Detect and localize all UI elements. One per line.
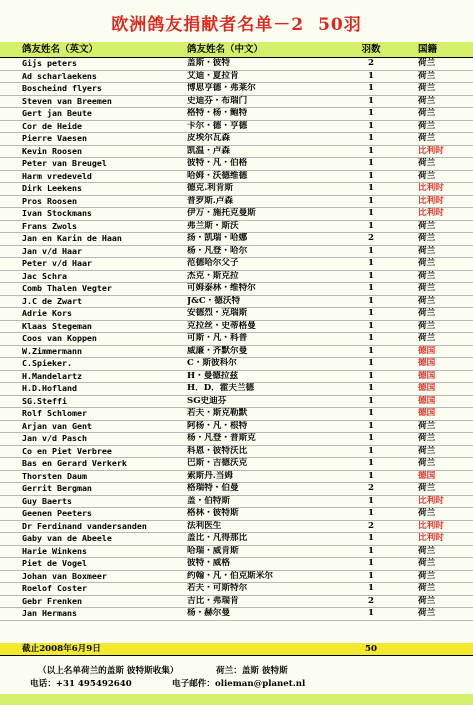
donor-english-name: Gijs peters bbox=[22, 58, 77, 68]
donor-country: 德国 bbox=[418, 358, 436, 368]
donor-chinese-name: H．D．霍夫兰德 bbox=[187, 383, 255, 393]
donor-count: 1 bbox=[368, 120, 374, 131]
donor-country: 荷兰 bbox=[418, 295, 436, 306]
table-row bbox=[0, 96, 473, 109]
donor-chinese-name: 哈姆・沃德维德 bbox=[187, 170, 248, 181]
donor-english-name: Jan v/d Pasch bbox=[22, 433, 87, 443]
donor-chinese-name: 索斯丹.当姆 bbox=[187, 470, 233, 481]
footer-email: 电子邮件：olieman@planet.nl bbox=[172, 679, 306, 689]
table-row bbox=[0, 171, 473, 184]
donor-count: 1 bbox=[368, 208, 374, 218]
donor-english-name: Thorsten Daum bbox=[22, 470, 87, 481]
table-row bbox=[0, 283, 473, 296]
donor-english-name: Jan v/d Haar bbox=[22, 245, 82, 256]
donor-chinese-name: 杨・赫尔曼 bbox=[187, 608, 230, 618]
donor-english-name: J.C de Zwart bbox=[22, 295, 82, 306]
footer-contact-name: 荷兰：盖斯 彼特斯 bbox=[216, 666, 288, 676]
table-row bbox=[0, 296, 473, 309]
donor-count: 1 bbox=[368, 533, 374, 543]
donor-chinese-name: 彼特・凡・伯格 bbox=[187, 158, 248, 168]
donor-country: 荷兰 bbox=[418, 258, 436, 268]
donor-chinese-name: 彼特・威格 bbox=[187, 558, 230, 568]
table-row bbox=[0, 458, 473, 471]
donor-country: 荷兰 bbox=[418, 570, 436, 581]
donor-english-name: Steven van Breemen bbox=[22, 95, 112, 106]
donor-country: 比利时 bbox=[418, 195, 444, 206]
table-row bbox=[0, 108, 473, 121]
donor-count: 1 bbox=[368, 383, 374, 393]
table-row bbox=[0, 383, 473, 396]
donor-count: 1 bbox=[368, 370, 374, 381]
donor-country: 比利时 bbox=[418, 145, 444, 156]
donor-count: 1 bbox=[368, 358, 374, 368]
donor-english-name: Piet de Vogel bbox=[22, 558, 87, 568]
donor-country: 荷兰 bbox=[418, 595, 436, 606]
donor-count: 2 bbox=[368, 58, 374, 68]
donor-count: 1 bbox=[368, 220, 374, 231]
donor-english-name: Bas en Gerard Verkerk bbox=[22, 458, 127, 468]
donor-count: 1 bbox=[368, 295, 374, 306]
donor-english-name: Klaas Stegeman bbox=[22, 320, 92, 331]
donor-count: 1 bbox=[368, 395, 374, 406]
table-row bbox=[0, 421, 473, 434]
table-row bbox=[0, 583, 473, 596]
donor-chinese-name: 约翰・凡・伯克斯米尔 bbox=[187, 570, 273, 581]
donor-english-name: Johan van Boxmeer bbox=[22, 570, 107, 581]
donor-english-name: C.Spieker. bbox=[22, 358, 72, 368]
donor-country: 荷兰 bbox=[418, 270, 436, 281]
donor-country: 德国 bbox=[418, 383, 436, 393]
total-row bbox=[0, 643, 473, 656]
table-row bbox=[0, 546, 473, 559]
donor-chinese-name: 科恩・彼特沃比 bbox=[187, 445, 248, 456]
donor-country: 荷兰 bbox=[418, 170, 436, 181]
donor-chinese-name: J&C・德沃特 bbox=[187, 295, 241, 306]
table-row bbox=[0, 196, 473, 209]
donor-chinese-name: 范德哈尔父子 bbox=[187, 258, 239, 268]
donor-english-name: Gerrit Bergman bbox=[22, 483, 92, 493]
donor-english-name: SG.Steffi bbox=[22, 395, 67, 406]
donor-country: 荷兰 bbox=[418, 458, 436, 468]
table-row bbox=[0, 333, 473, 346]
title-count: 50羽 bbox=[318, 15, 362, 35]
donor-english-name: H.D.Hofland bbox=[22, 383, 77, 393]
donor-count: 1 bbox=[368, 108, 374, 118]
donor-chinese-name: 普罗斯.卢森 bbox=[187, 195, 233, 206]
donor-chinese-name: C・斯彼科尔 bbox=[187, 358, 237, 368]
table-row bbox=[0, 558, 473, 571]
total-count: 50 bbox=[365, 644, 377, 654]
donor-count: 1 bbox=[368, 433, 374, 443]
table-row bbox=[0, 471, 473, 484]
donor-count: 1 bbox=[368, 345, 374, 356]
footer-collected-by: （以上名单荷兰的盖斯 彼特斯收集） bbox=[38, 666, 179, 676]
donor-country: 荷兰 bbox=[418, 445, 436, 456]
donor-chinese-name: 吉比・弗瑞肯 bbox=[187, 595, 239, 606]
table-row bbox=[0, 271, 473, 284]
donor-chinese-name: 可斯・凡・科普 bbox=[187, 333, 248, 343]
bottom-bar bbox=[0, 694, 473, 705]
donor-country: 荷兰 bbox=[418, 583, 436, 593]
donor-english-name: H.Mandelartz bbox=[22, 370, 82, 381]
donor-country: 荷兰 bbox=[418, 220, 436, 231]
donor-country: 荷兰 bbox=[418, 233, 436, 243]
donor-count: 1 bbox=[368, 283, 374, 293]
header-chinese-name: 鸽友姓名（中文） bbox=[187, 44, 264, 55]
table-row bbox=[0, 608, 473, 621]
footer-phone: 电话：+31 495492640 bbox=[30, 679, 132, 689]
donor-english-name: Geenen Peeters bbox=[22, 508, 92, 518]
donor-english-name: Gaby van de Abeele bbox=[22, 533, 112, 543]
donor-english-name: Cor de Heide bbox=[22, 120, 82, 131]
donor-chinese-name: 法利医生 bbox=[187, 520, 222, 531]
table-row bbox=[0, 121, 473, 134]
donor-count: 1 bbox=[368, 258, 374, 268]
table-row bbox=[0, 258, 473, 271]
table-row bbox=[0, 433, 473, 446]
donor-chinese-name: 杨・凡登・普斯克 bbox=[187, 433, 256, 443]
donor-chinese-name: 格瑞特・伯曼 bbox=[187, 483, 239, 493]
donor-chinese-name: SG史迪芬 bbox=[187, 395, 227, 406]
table-row bbox=[0, 183, 473, 196]
donor-english-name: Pierre Vaesen bbox=[22, 133, 87, 143]
table-row bbox=[0, 308, 473, 321]
donor-count: 1 bbox=[368, 70, 374, 81]
donor-country: 荷兰 bbox=[418, 95, 436, 106]
table-row bbox=[0, 446, 473, 459]
donor-count: 1 bbox=[368, 333, 374, 343]
donor-english-name: Co en Piet Verbree bbox=[22, 445, 112, 456]
donor-count: 2 bbox=[368, 233, 374, 243]
donor-country: 荷兰 bbox=[418, 58, 436, 68]
donor-country: 荷兰 bbox=[418, 83, 436, 93]
donor-english-name: Boscheind flyers bbox=[22, 83, 102, 93]
donor-count: 2 bbox=[368, 595, 374, 606]
donor-country: 比利时 bbox=[418, 520, 444, 531]
donor-english-name: Dirk Leekens bbox=[22, 183, 82, 193]
table-row bbox=[0, 533, 473, 546]
donor-english-name: Harie Winkens bbox=[22, 545, 87, 556]
donor-english-name: Ivan Stockmans bbox=[22, 208, 92, 218]
donor-count: 1 bbox=[368, 308, 374, 318]
table-row bbox=[0, 358, 473, 371]
donor-count: 2 bbox=[368, 520, 374, 531]
donor-chinese-name: 克拉丝・史蒂格曼 bbox=[187, 320, 256, 331]
donor-chinese-name: 凯温・卢森 bbox=[187, 145, 230, 156]
donor-english-name: Jan Hermans bbox=[22, 608, 77, 618]
donor-english-name: Rolf Schlomer bbox=[22, 408, 87, 418]
donor-country: 荷兰 bbox=[418, 320, 436, 331]
donor-english-name: Roelof Coster bbox=[22, 583, 87, 593]
donor-chinese-name: 格特・杨・鲍特 bbox=[187, 108, 248, 118]
donor-country: 荷兰 bbox=[418, 508, 436, 518]
donor-table-body bbox=[0, 58, 473, 621]
table-row bbox=[0, 396, 473, 409]
donor-chinese-name: 盖斯・彼特 bbox=[187, 58, 230, 68]
donor-english-name: Coos van Koppen bbox=[22, 333, 97, 343]
donor-count: 1 bbox=[368, 558, 374, 568]
donor-country: 荷兰 bbox=[418, 433, 436, 443]
donor-chinese-name: 伊万・施托克曼斯 bbox=[187, 208, 256, 218]
donor-chinese-name: 史迪芬・布瑞门 bbox=[187, 95, 248, 106]
donor-chinese-name: 弗兰斯・斯沃 bbox=[187, 220, 239, 231]
donor-count: 1 bbox=[368, 408, 374, 418]
donor-count: 1 bbox=[368, 320, 374, 331]
donor-chinese-name: 哈瑞・威肯斯 bbox=[187, 545, 239, 556]
donor-count: 1 bbox=[368, 183, 374, 193]
donor-country: 德国 bbox=[418, 395, 436, 406]
donor-chinese-name: 可姆泰林・维特尔 bbox=[187, 283, 256, 293]
donor-count: 2 bbox=[368, 483, 374, 493]
donor-country: 比利时 bbox=[418, 495, 444, 506]
table-row bbox=[0, 133, 473, 146]
table-row bbox=[0, 496, 473, 509]
donor-country: 荷兰 bbox=[418, 483, 436, 493]
donor-count: 1 bbox=[368, 458, 374, 468]
donor-country: 荷兰 bbox=[418, 108, 436, 118]
donor-country: 荷兰 bbox=[418, 545, 436, 556]
table-row bbox=[0, 71, 473, 84]
donor-country: 荷兰 bbox=[418, 120, 436, 131]
title-main: 欧洲鸽友捐献者名单－2 bbox=[111, 15, 305, 35]
donor-english-name: Jac Schra bbox=[22, 270, 67, 281]
donor-country: 比利时 bbox=[418, 183, 444, 193]
donor-count: 1 bbox=[368, 270, 374, 281]
table-row bbox=[0, 233, 473, 246]
donor-count: 1 bbox=[368, 245, 374, 256]
donor-chinese-name: 扬・凯瑞・哈娜 bbox=[187, 233, 248, 243]
table-row bbox=[0, 596, 473, 609]
donor-country: 比利时 bbox=[418, 208, 444, 218]
donor-english-name: Jan en Karin de Haan bbox=[22, 233, 122, 243]
donor-country: 荷兰 bbox=[418, 70, 436, 81]
table-row bbox=[0, 321, 473, 334]
total-label: 截止2008年6月9日 bbox=[22, 644, 101, 654]
donor-english-name: Ad scharlaekens bbox=[22, 70, 97, 81]
donor-chinese-name: 盖比・凡得那比 bbox=[187, 533, 248, 543]
donor-chinese-name: 皮埃尔瓦森 bbox=[187, 133, 230, 143]
donor-chinese-name: 德克.利肯斯 bbox=[187, 183, 233, 193]
donor-country: 荷兰 bbox=[418, 608, 436, 618]
donor-country: 荷兰 bbox=[418, 420, 436, 431]
table-row bbox=[0, 221, 473, 234]
donor-chinese-name: 若夫・斯克勒默 bbox=[187, 408, 248, 418]
donor-english-name: W.Zimmermann bbox=[22, 345, 82, 356]
donor-chinese-name: 盖・伯特斯 bbox=[187, 495, 230, 506]
donor-english-name: Gert jan Beute bbox=[22, 108, 92, 118]
donor-english-name: Adrie Kors bbox=[22, 308, 72, 318]
donor-country: 德国 bbox=[418, 345, 436, 356]
donor-count: 1 bbox=[368, 608, 374, 618]
donor-count: 1 bbox=[368, 158, 374, 168]
table-row bbox=[0, 83, 473, 96]
donor-country: 德国 bbox=[418, 408, 436, 418]
donor-count: 1 bbox=[368, 95, 374, 106]
donor-count: 1 bbox=[368, 195, 374, 206]
donor-chinese-name: 杨・凡登・哈尔 bbox=[187, 245, 248, 256]
donor-count: 1 bbox=[368, 145, 374, 156]
donor-chinese-name: 博思亨德・弗莱尔 bbox=[187, 83, 256, 93]
donor-country: 德国 bbox=[418, 470, 436, 481]
donor-chinese-name: 卡尔・德・亨德 bbox=[187, 120, 248, 131]
table-row bbox=[0, 58, 473, 71]
table-header bbox=[0, 42, 473, 58]
donor-country: 荷兰 bbox=[418, 133, 436, 143]
header-count: 羽数 bbox=[361, 44, 381, 55]
table-row bbox=[0, 571, 473, 584]
donor-english-name: Pros Roosen bbox=[22, 195, 77, 206]
donor-country: 荷兰 bbox=[418, 158, 436, 168]
donor-count: 1 bbox=[368, 583, 374, 593]
donor-english-name: Gebr Frenken bbox=[22, 595, 82, 606]
donor-english-name: Kevin Roosen bbox=[22, 145, 82, 156]
donor-english-name: Frans Zwols bbox=[22, 220, 77, 231]
donor-chinese-name: 格林・彼特斯 bbox=[187, 508, 239, 518]
donor-count: 1 bbox=[368, 495, 374, 506]
donor-country: 荷兰 bbox=[418, 558, 436, 568]
table-row bbox=[0, 146, 473, 159]
donor-country: 荷兰 bbox=[418, 333, 436, 343]
donor-count: 1 bbox=[368, 470, 374, 481]
donor-country: 荷兰 bbox=[418, 245, 436, 256]
table-row bbox=[0, 158, 473, 171]
table-row bbox=[0, 208, 473, 221]
donor-english-name: Harm vredeveld bbox=[22, 170, 92, 181]
donor-count: 1 bbox=[368, 508, 374, 518]
table-row bbox=[0, 521, 473, 534]
donor-chinese-name: H・曼德拉兹 bbox=[187, 370, 239, 381]
donor-chinese-name: 阿杨・凡・根特 bbox=[187, 420, 248, 431]
donor-english-name: Peter van Breugel bbox=[22, 158, 107, 168]
table-row bbox=[0, 408, 473, 421]
donor-chinese-name: 杰克・斯克拉 bbox=[187, 270, 239, 281]
donor-count: 1 bbox=[368, 570, 374, 581]
donor-count: 1 bbox=[368, 133, 374, 143]
table-row bbox=[0, 246, 473, 259]
donor-chinese-name: 威廉・齐默尔曼 bbox=[187, 345, 248, 356]
donor-count: 1 bbox=[368, 170, 374, 181]
donor-english-name: Guy Baerts bbox=[22, 495, 72, 506]
page-title bbox=[0, 10, 473, 35]
donor-chinese-name: 艾迪・夏拉肯 bbox=[187, 70, 239, 81]
donor-chinese-name: 巴斯・吉德沃克 bbox=[187, 458, 248, 468]
donor-english-name: Peter v/d Haar bbox=[22, 258, 92, 268]
donor-country: 荷兰 bbox=[418, 283, 436, 293]
donor-count: 1 bbox=[368, 545, 374, 556]
donor-country: 比利时 bbox=[418, 533, 444, 543]
donor-country: 德国 bbox=[418, 370, 436, 381]
table-row bbox=[0, 371, 473, 384]
table-row bbox=[0, 483, 473, 496]
header-country: 国籍 bbox=[418, 44, 438, 55]
donor-english-name: Dr Ferdinand vandersanden bbox=[22, 520, 147, 531]
header-english-name: 鸽友姓名（英文） bbox=[22, 44, 99, 55]
donor-country: 荷兰 bbox=[418, 308, 436, 318]
donor-chinese-name: 若夫・可斯特尔 bbox=[187, 583, 248, 593]
donor-count: 1 bbox=[368, 83, 374, 93]
donor-english-name: Arjan van Gent bbox=[22, 420, 92, 431]
donor-count: 1 bbox=[368, 420, 374, 431]
table-row bbox=[0, 346, 473, 359]
donor-english-name: Comb Thalen Vegter bbox=[22, 283, 112, 293]
donor-chinese-name: 安德烈・克瑞斯 bbox=[187, 308, 248, 318]
donor-count: 1 bbox=[368, 445, 374, 456]
table-row bbox=[0, 508, 473, 521]
